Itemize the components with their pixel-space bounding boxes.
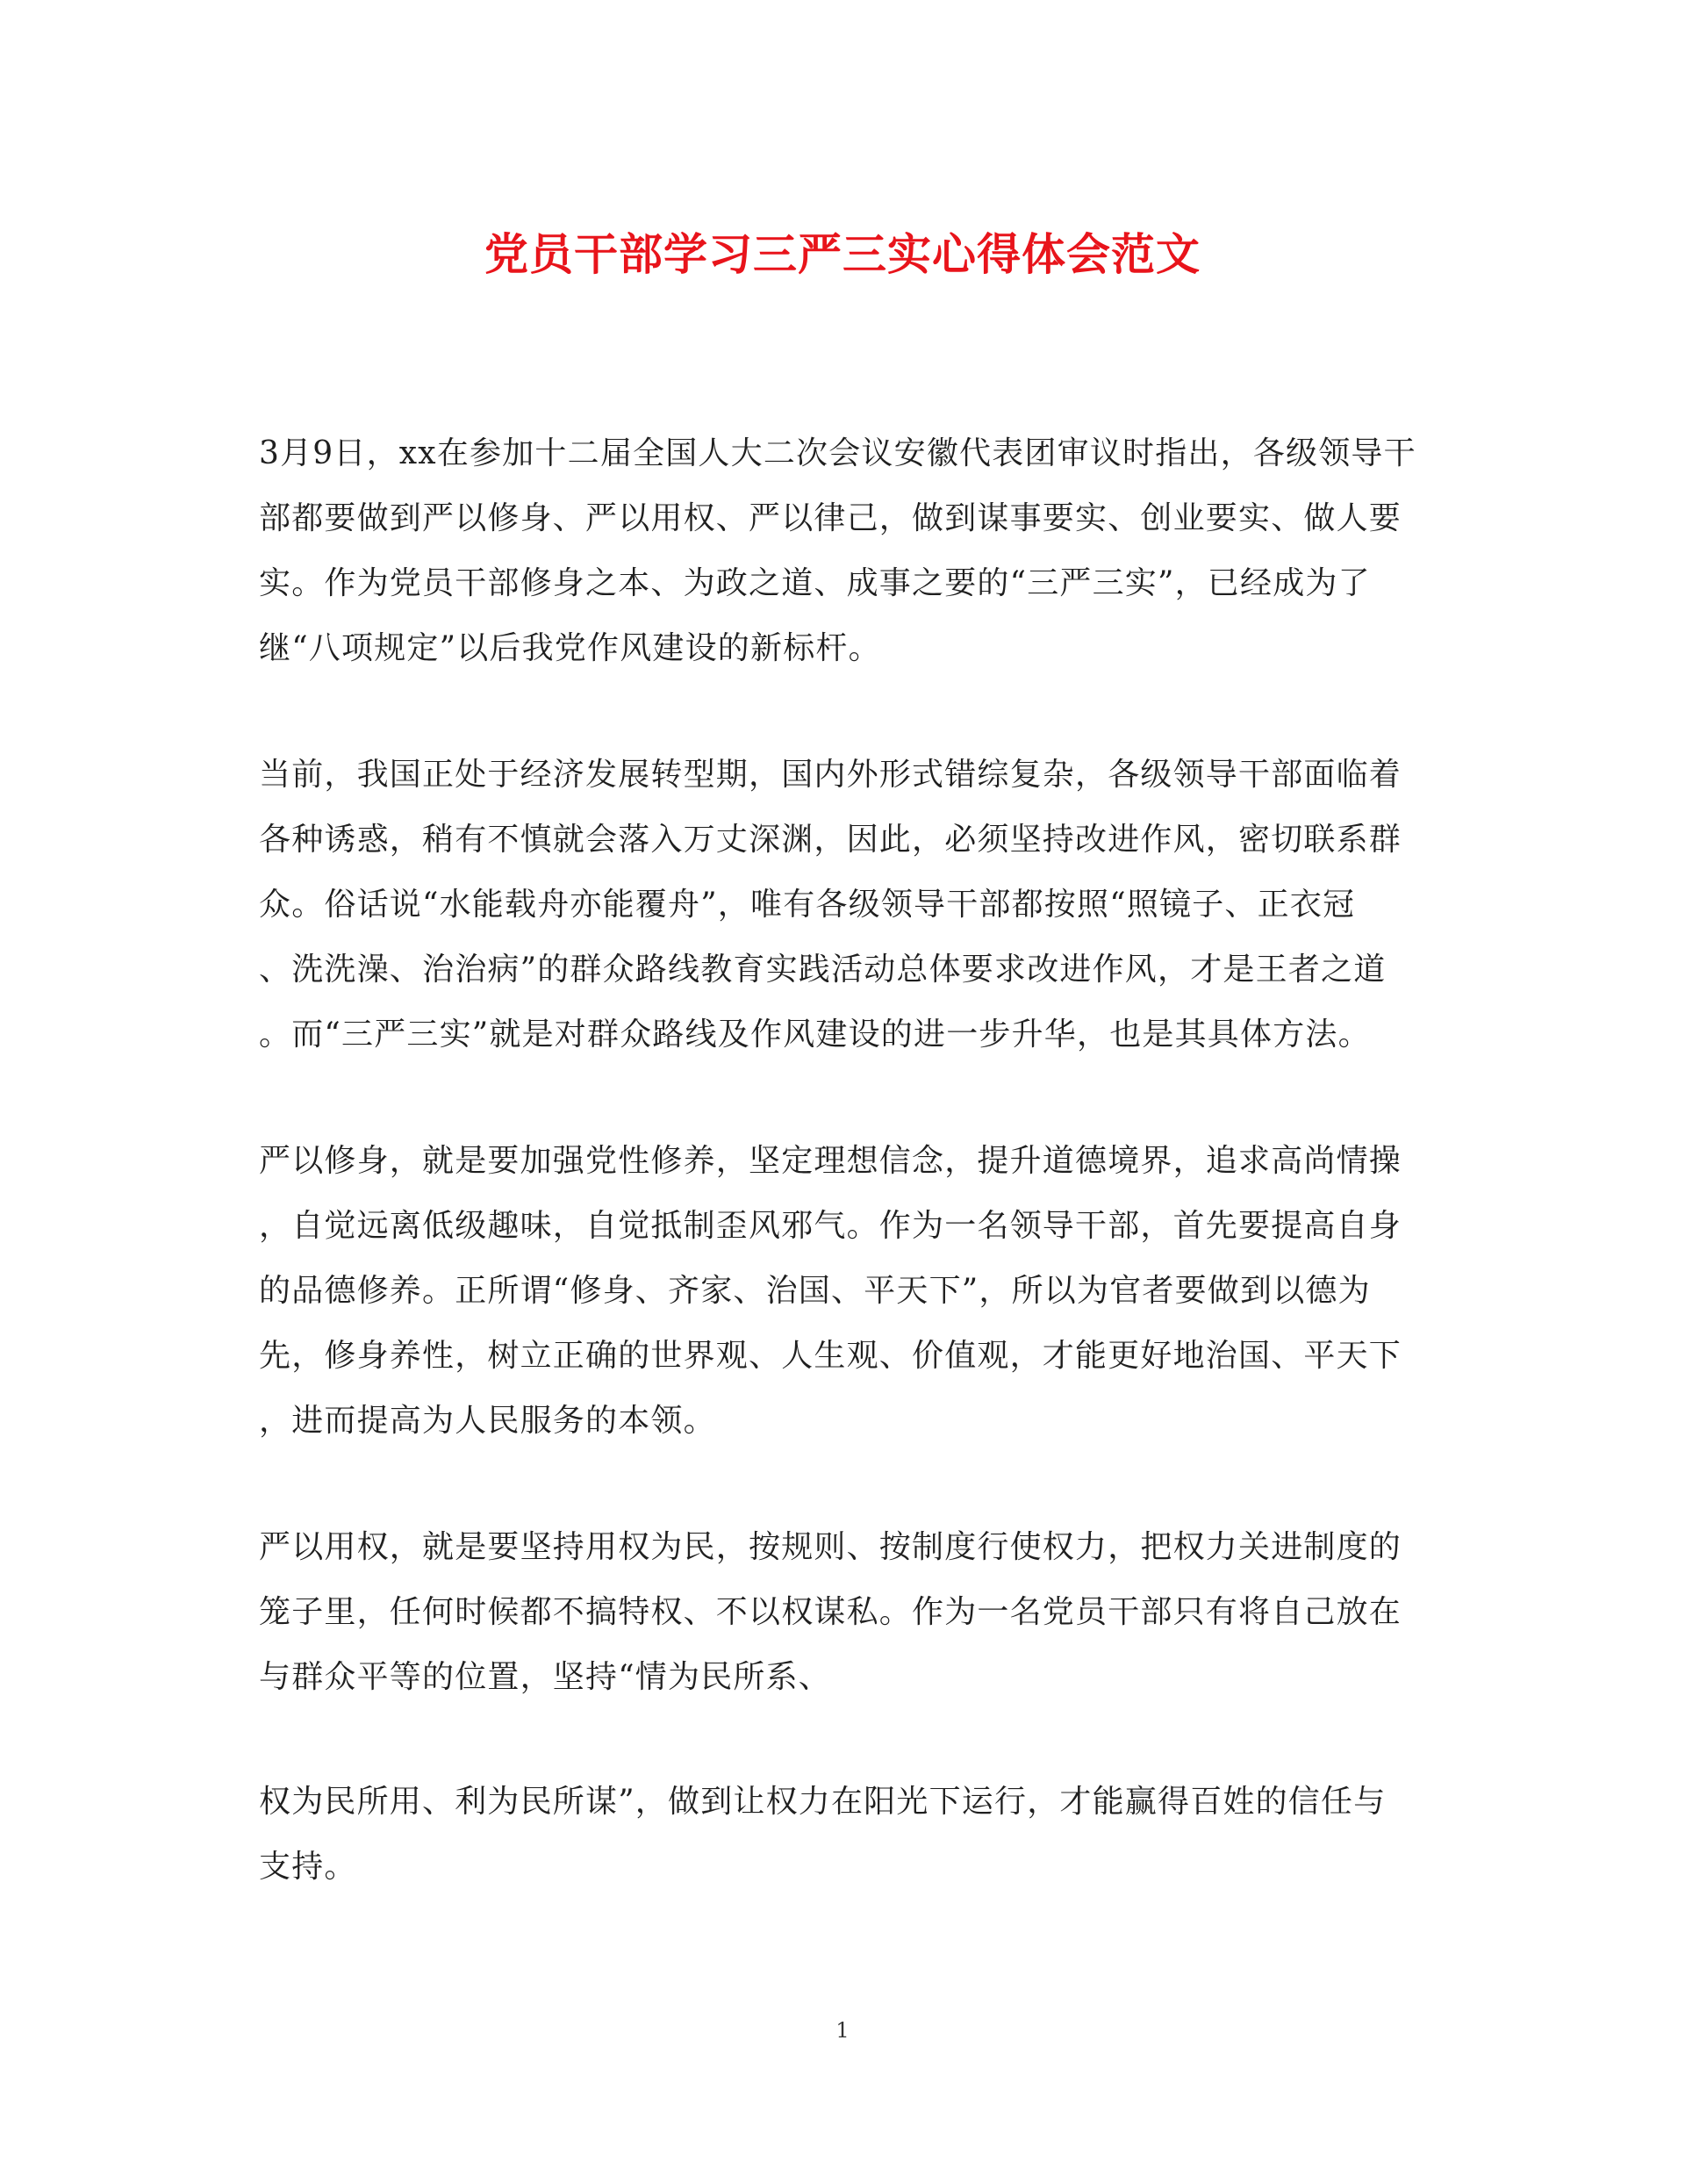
text-line: 与群众平等的位置，坚持“情为民所系、 [259,1659,832,1695]
text-line: 继“八项规定”以后我党作风建设的新标杆。 [259,630,881,666]
paragraph-5 [259,1770,1426,1900]
text-line: 部都要做到严以修身、严以用权、严以律己，做到谋事要实、创业要实、做人要 [259,500,1402,536]
page-number: 1 [835,2018,850,2043]
document-title: 党员干部学习三严三实心得体会范文 [484,228,1201,280]
text-line: 。而“三严三实”就是对群众路线及作风建设的进一步升华，也是其具体方法。 [259,1017,1371,1052]
text-line: 严以用权，就是要坚持用权为民，按规则、按制度行使权力，把权力关进制度的 [259,1529,1402,1565]
text-line: ，自觉远离低级趣味，自觉抵制歪风邪气。作为一名领导干部，首先要提高自身 [259,1208,1402,1244]
paragraph-1 [259,421,1426,681]
text-line: 3月9日，xx在参加十二届全国人大二次会议安徽代表团审议时指出，各级领导干 [259,435,1416,471]
text-line: ，进而提高为人民服务的本领。 [259,1403,716,1439]
document-body [259,421,1426,1961]
text-line: 支持。 [259,1849,357,1885]
text-line: 的品德修养。正所谓“修身、齐家、治国、平天下”，所以为官者要做到以德为 [259,1273,1371,1309]
text-line: 、洗洗澡、治治病”的群众路线教育实践活动总体要求改进作风，才是王者之道 [259,952,1387,988]
paragraph-4 [259,1515,1426,1710]
paragraph-2 [259,743,1426,1067]
text-line: 笼子里，任何时候都不搞特权、不以权谋私。作为一名党员干部只有将自己放在 [259,1594,1402,1630]
text-line: 众。俗话说“水能载舟亦能覆舟”，唯有各级领导干部都按照“照镜子、正衣冠 [259,887,1356,923]
text-line: 当前，我国正处于经济发展转型期，国内外形式错综复杂，各级领导干部面临着 [259,757,1402,793]
text-line: 实。作为党员干部修身之本、为政之道、成事之要的“三严三实”，已经成为了 [259,565,1371,601]
paragraph-3 [259,1129,1426,1454]
text-line: 权为民所用、利为民所谋”，做到让权力在阳光下运行，才能赢得百姓的信任与 [259,1784,1387,1820]
text-line: 各种诱惑，稍有不慎就会落入万丈深渊，因此，必须坚持改进作风，密切联系群 [259,822,1402,858]
text-line: 先，修身养性，树立正确的世界观、人生观、价值观，才能更好地治国、平天下 [259,1338,1402,1374]
text-line: 严以修身，就是要加强党性修养，坚定理想信念，提升道德境界，追求高尚情操 [259,1143,1402,1179]
